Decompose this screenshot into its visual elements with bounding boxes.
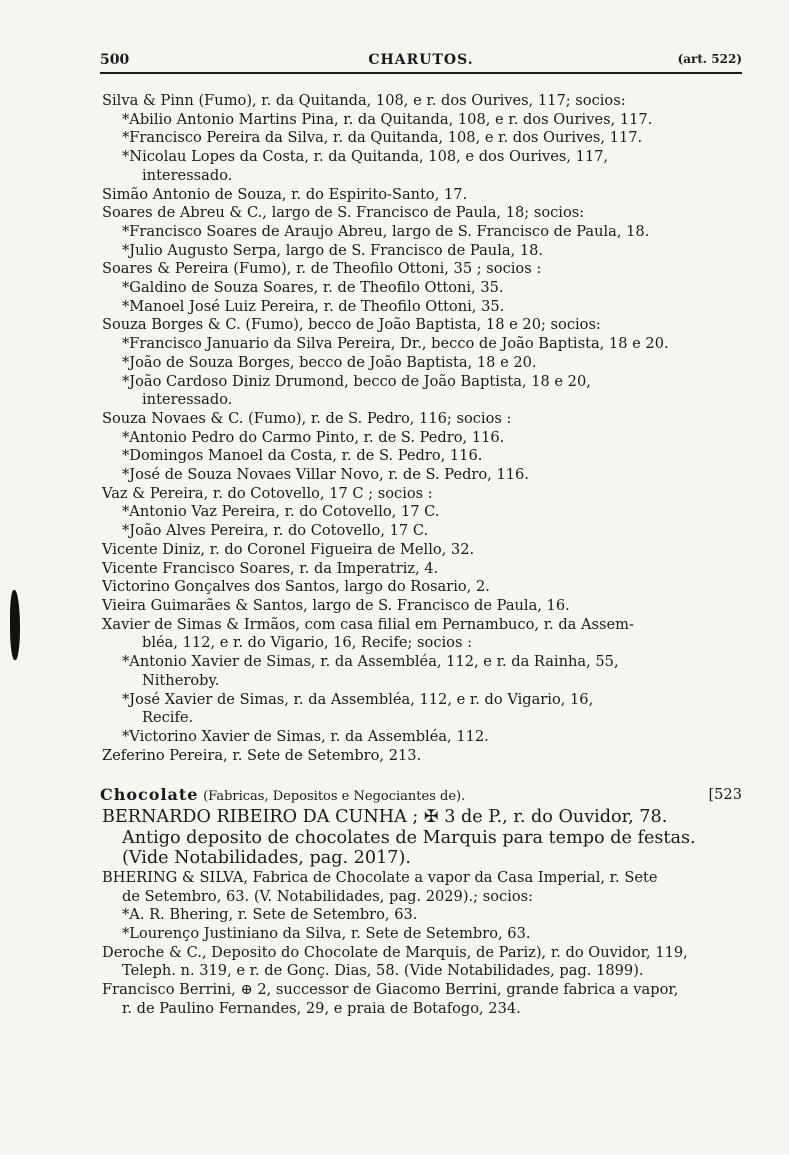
section-number: [523	[708, 786, 742, 804]
directory-page	[100, 50, 742, 1017]
directory-entry-line: *Nicolau Lopes da Costa, r. da Quitanda, 108, e dos Ourives, 117,	[122, 148, 609, 166]
page-header	[100, 50, 742, 74]
directory-entry-line: (Vide Notabilidades, pag. 2017).	[122, 848, 411, 869]
directory-entry-line: Souza Borges & C. (Fumo), becco de João Baptista, 18 e 20; socios:	[102, 316, 601, 334]
directory-entry-line: *José Xavier de Simas, r. da Assembléa, 112, e r. do Vigario, 16,	[122, 690, 594, 708]
directory-entry-line: interessado.	[142, 166, 233, 184]
directory-entry-line: *Abilio Antonio Martins Pina, r. da Quitanda, 108, e r. dos Ourives, 117.	[122, 110, 653, 128]
margin-ink-mark	[10, 590, 20, 660]
directory-entry-line: de Setembro, 63. (V. Notabilidades, pag. 2029).; socios:	[122, 887, 534, 905]
directory-entry-line: *Manoel José Luiz Pereira, r. de Theofilo Ottoni, 35.	[122, 297, 505, 315]
directory-entry-line: Xavier de Simas & Irmãos, com casa filial em Pernambuco, r. da Assem-	[102, 615, 634, 633]
directory-entry-line: BHERING & SILVA, Fabrica de Chocolate a vapor da Casa Imperial, r. Sete	[102, 868, 658, 886]
directory-entry-line: interessado.	[142, 391, 233, 409]
directory-entry-line: *Lourenço Justiniano da Silva, r. Sete de Setembro, 63.	[122, 924, 531, 942]
section-title: Chocolate	[100, 785, 199, 805]
directory-entry-line: BERNARDO RIBEIRO DA CUNHA ; ✠ 3 de P., r. do Ouvidor, 78.	[102, 807, 668, 828]
directory-entry-line: Recife.	[142, 709, 194, 727]
directory-entry-line: *Francisco Januario da Silva Pereira, Dr., becco de João Baptista, 18 e 20.	[122, 335, 669, 353]
directory-entry-line: Nitheroby.	[142, 671, 220, 689]
directory-entry-line: *A. R. Bhering, r. Sete de Setembro, 63.	[122, 906, 418, 924]
directory-entry-line: *Francisco Pereira da Silva, r. da Quitanda, 108, e r. dos Ourives, 117.	[122, 129, 643, 147]
directory-entry-line: Antigo deposito de chocolates de Marquis para tempo de festas.	[122, 827, 696, 848]
directory-entry-line: *Victorino Xavier de Simas, r. da Assembléa, 112.	[122, 727, 489, 745]
directory-entry-line: *Domingos Manoel da Costa, r. de S. Pedro, 116.	[122, 447, 483, 465]
section-heading	[100, 785, 742, 807]
directory-entry-line: Zeferino Pereira, r. Sete de Setembro, 213.	[102, 746, 422, 764]
directory-entry-line: Soares de Abreu & C., largo de S. Francisco de Paula, 18; socios:	[102, 204, 585, 222]
directory-entry-line: *José de Souza Novaes Villar Novo, r. de S. Pedro, 116.	[122, 466, 529, 484]
directory-entry-line: *Antonio Vaz Pereira, r. do Cotovello, 17 C.	[122, 503, 440, 521]
directory-entry-line: Vieira Guimarães & Santos, largo de S. Francisco de Paula, 16.	[102, 596, 570, 614]
section-subtitle: (Fabricas, Depositos e Negociantes de).	[203, 789, 466, 805]
directory-entry-line: Teleph. n. 319, e r. de Gonç. Dias, 58. (Vide Notabilidades, pag. 1899).	[122, 962, 644, 980]
directory-entry-line: *Julio Augusto Serpa, largo de S. Francisco de Paula, 18.	[122, 241, 544, 259]
directory-entry-line: *Antonio Xavier de Simas, r. da Assembléa, 112, e r. da Rainha, 55,	[122, 653, 619, 671]
directory-entry-line: *João Cardoso Diniz Drumond, becco de João Baptista, 18 e 20,	[122, 372, 591, 390]
directory-entry-line: Souza Novaes & C. (Fumo), r. de S. Pedro, 116; socios :	[102, 409, 512, 427]
directory-entry-line: *Antonio Pedro do Carmo Pinto, r. de S. Pedro, 116.	[122, 428, 505, 446]
directory-entry-line: *Francisco Soares de Araujo Abreu, largo de S. Francisco de Paula, 18.	[122, 222, 650, 240]
directory-entry-line: Vicente Diniz, r. do Coronel Figueira de Mello, 32.	[102, 540, 475, 558]
page-body	[100, 92, 742, 1018]
directory-entry-line: Deroche & C., Deposito do Chocolate de Marquis, de Pariz), r. do Ouvidor, 119,	[102, 943, 688, 961]
directory-entry-line: Vaz & Pereira, r. do Cotovello, 17 C ; socios :	[102, 484, 433, 502]
directory-entry-line: Simão Antonio de Souza, r. do Espirito-Santo, 17.	[102, 185, 468, 203]
charutos-entries	[100, 92, 742, 765]
page-number: 500	[100, 52, 130, 68]
directory-entry-line: Francisco Berrini, ⊕ 2, successor de Giacomo Berrini, grande fabrica a vapor,	[102, 981, 679, 999]
directory-entry-line: Soares & Pereira (Fumo), r. de Theofilo Ottoni, 35 ; socios :	[102, 260, 542, 278]
page-title: CHARUTOS.	[368, 52, 474, 68]
directory-entry-line: Victorino Gonçalves dos Santos, largo do Rosario, 2.	[102, 578, 490, 596]
directory-entry-line: *João Alves Pereira, r. do Cotovello, 17 C.	[122, 522, 429, 540]
directory-entry-line: Vicente Francisco Soares, r. da Imperatriz, 4.	[102, 559, 439, 577]
directory-entry-line: bléa, 112, e r. do Vigario, 16, Recife; socios :	[142, 634, 473, 652]
directory-entry-line: r. de Paulino Fernandes, 29, e praia de Botafogo, 234.	[122, 999, 521, 1017]
directory-entry-line: *João de Souza Borges, becco de João Baptista, 18 e 20.	[122, 353, 537, 371]
directory-entry-line: Silva & Pinn (Fumo), r. da Quitanda, 108, e r. dos Ourives, 117; socios:	[102, 92, 626, 109]
chocolate-entries	[100, 807, 742, 1018]
directory-entry-line: *Galdino de Souza Soares, r. de Theofilo Ottoni, 35.	[122, 279, 504, 297]
article-reference: (art. 522)	[677, 52, 742, 66]
